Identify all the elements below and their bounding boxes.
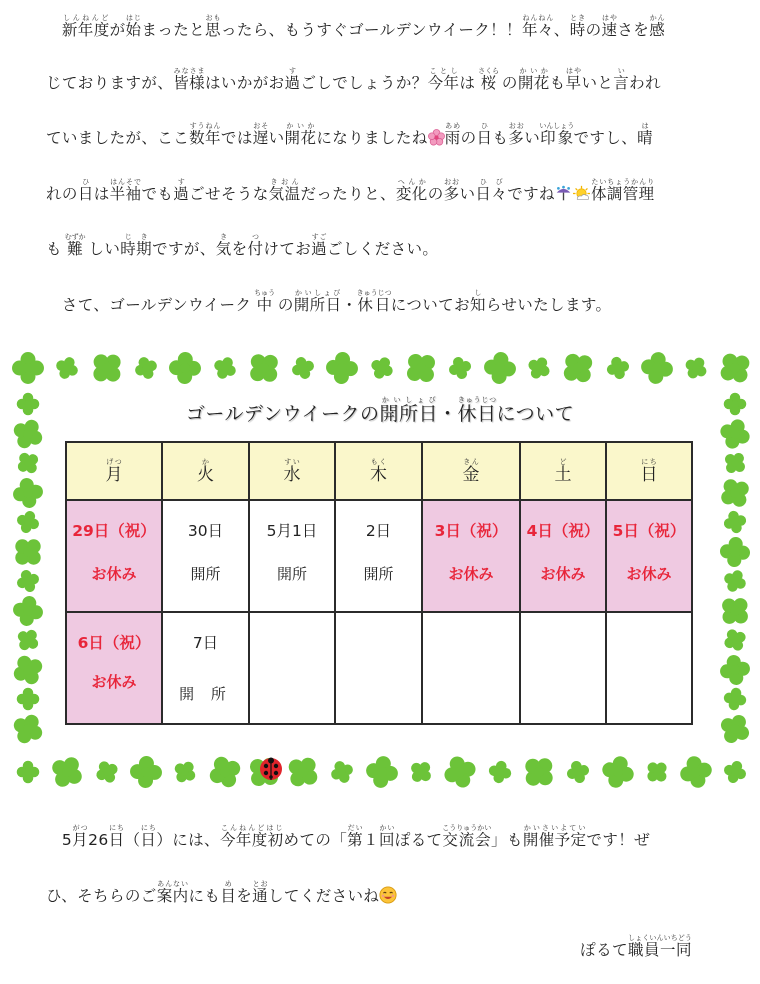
day-cell-open [162,500,249,612]
clover-icon [95,760,119,784]
clover-icon [16,451,40,475]
clover-icon [129,755,163,789]
day-cell-empty [249,612,335,724]
day-status: お休み [91,673,137,691]
day-cell-holiday [66,500,162,612]
clover-icon [719,477,751,509]
intro-line-5: も 難むずか しい時期じきですが、気きを付つけてお過すごごしください。 [46,233,439,258]
clover-icon [723,510,747,534]
clover-icon [719,536,751,568]
weekday-tue: 火か [162,442,249,500]
gw-calendar-table [65,441,693,725]
clover-icon [168,351,202,385]
day-cell-holiday [66,612,162,724]
clover-icon [522,755,556,789]
clover-icon [370,356,394,380]
clover-icon [134,356,158,380]
day-status: 開 所 [179,685,232,703]
calendar-week-row [66,612,692,724]
clover-icon [409,760,433,784]
clover-icon [90,351,124,385]
day-cell-empty [335,612,422,724]
day-date: 6日（祝） [77,634,151,652]
clover-icon [291,356,315,380]
clover-icon [213,356,237,380]
ladybug-icon [259,757,283,781]
day-status: 開所 [363,565,394,583]
day-cell-holiday [606,500,692,612]
day-cell-holiday [422,500,520,612]
clover-icon [365,755,399,789]
clover-icon [723,760,747,784]
clover-icon [11,351,45,385]
day-status: 開所 [276,565,307,583]
clover-icon [208,755,242,789]
clover-icon [606,356,630,380]
clover-icon [50,755,84,789]
intro-line-2: じておりますが、皆様みなさまはいかがお過すごしでしょうか？今年ことしは 桜さくら の開花かいかも早はやいと言いわれ [46,67,661,92]
day-cell-open [335,500,422,612]
clover-icon [286,755,320,789]
day-cell-empty [422,612,520,724]
weekday-mon: 月げつ [66,442,162,500]
day-cell-open [249,500,335,612]
intro-line-1: 新年度しんねんどが始はじまったと思おもったら、もうすぐゴールデンウイーク！！年々ねんねん、時ときの速はやさを感かん [61,14,666,39]
weekday-thu: 木もく [335,442,422,500]
day-date: 4日（祝） [526,522,600,540]
clover-icon [12,595,44,627]
smiling-face-icon [379,886,397,908]
cherry-blossom-icon [428,129,445,150]
signature: ぽるて職員一同しょくいんいちどう [580,934,692,959]
clover-icon [561,351,595,385]
intro-line-3: ていましたが、ここ数年すうねんでは遅おそい開花かいかになりましたね 雨あめの日ひも多おおい印象いんしょうですし、晴は [46,122,653,150]
clover-icon [330,760,354,784]
clover-icon [723,451,747,475]
day-date: 30日 [187,522,224,540]
clover-icon [404,351,438,385]
calendar-week-row [66,500,692,612]
weekday-sun: 日にち [606,442,692,500]
clover-icon [12,654,44,686]
clover-icon [16,628,40,652]
day-cell-empty [606,612,692,724]
clover-icon [719,654,751,686]
clover-icon [16,760,40,784]
clover-icon [12,713,44,745]
day-date: 29日（祝） [72,522,156,540]
calendar-title: ゴールデンウイークの開所日かいしょび・休日きゅうじつについて [185,396,575,425]
clover-icon [718,351,752,385]
clover-icon [719,595,751,627]
outro-line-1: 5月がつ26日にち（日にち）には、今年度初こんねんどはじめての「第だい１回かいぽるて交流会こうりゅうかい」も開催予定かいさいよていです！ぜ [46,824,651,849]
clover-icon [443,755,477,789]
day-status: お休み [448,565,494,583]
weekday-sat: 土ど [520,442,606,500]
clover-icon [12,477,44,509]
day-status: お休み [91,565,137,583]
clover-icon [566,760,590,784]
weekday-header-row [66,442,692,500]
day-cell-holiday [520,500,606,612]
day-date: 5日（祝） [612,522,686,540]
clover-icon [679,755,713,789]
outro-line-2: ひ、そちらのご案内あんないにも目めを通とおしてくださいね [46,880,397,908]
day-cell-open [162,612,249,724]
clover-icon [723,628,747,652]
day-date: 5月1日 [266,522,318,540]
day-date: 3日（祝） [434,522,508,540]
day-status: お休み [540,565,586,583]
day-cell-empty [520,612,606,724]
clover-icon [684,356,708,380]
day-status: 開所 [190,565,221,583]
clover-icon [601,755,635,789]
clover-icon [483,351,517,385]
sun-behind-cloud-icon [572,185,591,206]
clover-icon [55,356,79,380]
clover-icon [723,687,747,711]
day-date: 2日 [365,522,392,540]
clover-icon [173,760,197,784]
clover-icon [16,569,40,593]
clover-icon [247,351,281,385]
weekday-fri: 金きん [422,442,520,500]
clover-icon [640,351,674,385]
clover-icon [12,536,44,568]
clover-icon [527,356,551,380]
weekday-wed: 水すい [249,442,335,500]
clover-icon [719,713,751,745]
clover-icon [488,760,512,784]
intro-line-6: さて、ゴールデンウイーク 中ちゅう の開所日かいしょび・休日きゅうじつについてお知しらせいたします。 [46,289,612,314]
intro-line-4: れの日ひは半袖はんそででも過すごせそうな気温きおんだったりと、変化へんかの多おおい日々ひびですね 体調管理たいちょうかんり [46,178,655,206]
umbrella-icon [555,185,572,206]
day-status: お休み [626,565,672,583]
clover-icon [448,356,472,380]
day-date: 7日 [192,634,219,652]
clover-icon [325,351,359,385]
clover-icon [645,760,669,784]
